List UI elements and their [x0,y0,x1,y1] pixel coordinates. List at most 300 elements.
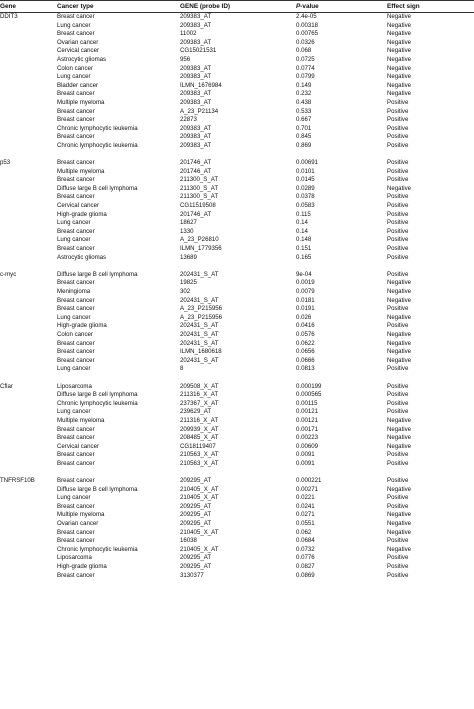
probe-id-cell: ILMN_1779356 [180,245,222,253]
effect-sign-cell: Negative [387,425,412,433]
effect-sign-cell: Negative [387,485,412,493]
probe-id-cell: 208485_X_AT [180,434,219,442]
effect-sign-cell: Positive [387,133,409,141]
header-effect-sign: Effect sign [387,1,474,13]
gene-cell-empty [0,125,57,134]
gene-cell: DDIT3 [0,13,18,20]
table-row [0,503,474,512]
table-row [0,348,474,357]
gene-cell-empty [0,460,57,469]
table-row [0,22,474,31]
probe-id-cell: 11002 [180,30,197,38]
cancer-type-cell: Breast cancer [57,193,95,201]
probe-id-cell: 18627 [180,219,197,227]
p-value-cell: 0.00609 [296,442,319,450]
cancer-type-cell: Breast cancer [57,13,95,20]
probe-id-cell: CG15021531 [180,47,217,55]
effect-sign-cell: Positive [387,563,409,570]
probe-id-cell: 202431_S_AT [180,270,219,278]
probe-id-cell: CG18119407 [180,442,216,450]
group-spacer-row [0,374,474,383]
cancer-type-cell: Breast cancer [57,107,95,115]
table-row [0,13,474,22]
spacer-cell [57,151,180,160]
cancer-type-cell: Cervical cancer [57,47,99,55]
effect-sign-cell: Negative [387,296,412,304]
effect-sign-cell: Negative [387,339,412,347]
gene-cell-empty [0,494,57,503]
gene-cell: c-myc [0,270,17,278]
cancer-type-cell: Breast cancer [57,451,95,459]
header-gene: Gene [0,1,57,13]
probe-id-cell: 209383_AT [180,90,212,98]
effect-sign-cell: Positive [387,236,409,244]
spacer-cell [0,262,57,271]
effect-sign-cell: Negative [387,348,412,356]
table-row [0,39,474,48]
probe-id-cell: 209383_AT [180,98,212,106]
gene-cell-empty [0,417,57,426]
cancer-type-cell: Breast cancer [57,434,95,442]
cancer-type-cell: Diffuse large B cell lymphoma [57,391,138,399]
p-value-cell: 0.0869 [296,571,315,579]
cancer-type-cell: Lung cancer [57,219,91,227]
p-value-cell: 0.0576 [296,330,315,338]
spacer-cell [0,151,57,160]
cancer-type-cell: Breast cancer [57,571,95,579]
table-row [0,176,474,185]
table-row [0,383,474,392]
p-value-cell: 0.000565 [296,391,322,399]
p-value-cell: 0.0181 [296,296,315,304]
probe-id-cell: 16038 [180,537,197,545]
gene-cell-empty [0,82,57,91]
table-row [0,254,474,263]
table-row [0,108,474,117]
group-spacer-row [0,151,474,160]
effect-sign-cell: Negative [387,511,412,519]
cancer-type-cell: Breast cancer [57,305,95,313]
gene-cell-empty [0,314,57,323]
spacer-cell [387,468,474,477]
effect-sign-cell: Positive [387,124,409,132]
gene-cell-empty [0,279,57,288]
cancer-type-cell: Liposarcoma [57,554,92,562]
effect-sign-cell: Negative [387,313,412,321]
effect-sign-cell: Negative [387,442,412,450]
p-value-cell: 0.0813 [296,365,315,373]
effect-sign-cell: Negative [387,356,412,364]
probe-id-cell: 202431_S_AT [180,330,219,338]
effect-sign-cell: Positive [387,494,409,502]
cancer-type-cell: Bladder cancer [57,81,98,89]
p-value-cell: 0.00318 [296,21,319,29]
probe-id-cell: 22873 [180,116,197,124]
p-value-cell: 0.0091 [296,459,315,467]
effect-sign-cell: Negative [387,545,412,553]
header-cancer-type: Cancer type [57,1,180,13]
probe-id-cell: 209295_AT [180,520,212,528]
probe-id-cell: A_23_P215956 [180,313,223,321]
header-probe-id: GENE (probe ID) [180,1,296,13]
effect-sign-cell: Negative [387,520,412,528]
cancer-type-cell: Lung cancer [57,236,91,244]
effect-sign-cell: Positive [387,477,409,485]
cancer-type-cell: Multiple myeloma [57,98,105,106]
cancer-type-cell: Breast cancer [57,537,95,545]
gene-cell-empty [0,305,57,314]
probe-id-cell: 956 [180,55,191,63]
effect-sign-cell: Positive [387,227,409,235]
table-row [0,494,474,503]
effect-sign-cell: Positive [387,116,409,124]
gene-cell: TNFRSF10B [0,477,35,485]
effect-sign-cell: Positive [387,159,409,167]
cancer-type-cell: Breast cancer [57,90,95,98]
cancer-type-cell: Cervical cancer [57,442,99,450]
cancer-type-cell: Breast cancer [57,176,95,184]
gene-cell-empty [0,391,57,400]
probe-id-cell: 210405_X_AT [180,545,219,553]
effect-sign-cell: Positive [387,107,409,115]
p-value-cell: 0.0551 [296,520,315,528]
gene-cell-empty [0,108,57,117]
gene-cell-empty [0,254,57,263]
table-row [0,99,474,108]
table-row [0,142,474,151]
spacer-cell [180,151,296,160]
gene-cell-empty [0,176,57,185]
p-value-cell: 0.151 [296,245,312,253]
p-value-cell: 0.062 [296,528,312,536]
effect-sign-cell: Positive [387,176,409,184]
p-value-cell: 0.0799 [296,73,315,81]
table-row [0,572,474,581]
gene-cell-empty [0,348,57,357]
table-row [0,168,474,177]
gene-cell-empty [0,322,57,331]
spacer-cell [296,262,387,271]
table-row [0,211,474,220]
cancer-type-cell: Breast cancer [57,425,95,433]
gene-cell-empty [0,116,57,125]
effect-sign-cell: Negative [387,330,412,338]
table-row [0,477,474,486]
table-row [0,305,474,314]
table-row [0,47,474,56]
cancer-type-cell: High-grade glioma [57,210,107,218]
effect-sign-cell: Negative [387,47,412,55]
table-row [0,563,474,572]
effect-sign-cell: Positive [387,451,409,459]
table-row [0,314,474,323]
gene-cell-empty [0,357,57,366]
effect-sign-cell: Positive [387,537,409,545]
p-value-cell: 0.00765 [296,30,319,38]
spacer-cell [57,374,180,383]
gene-cell: Cflar [0,382,13,390]
cancer-type-cell: Lung cancer [57,494,91,502]
table-row [0,228,474,237]
table-row [0,417,474,426]
cancer-type-cell: Breast cancer [57,502,95,510]
p-value-cell: 0.000199 [296,382,322,390]
p-value-cell: 0.0622 [296,339,315,347]
gene-cell-empty [0,245,57,254]
gene-cell-empty [0,443,57,452]
cancer-type-cell: Astrocytic gliomas [57,253,107,261]
probe-id-cell: 210405_X_AT [180,494,219,502]
p-value-cell: 0.0732 [296,545,315,553]
table-row [0,56,474,65]
header-row [0,1,474,13]
p-value-cell: 9e-04 [296,270,312,278]
p-value-cell: 0.165 [296,253,312,261]
cancer-type-cell: Breast cancer [57,245,95,253]
effect-sign-cell: Positive [387,141,409,149]
cancer-type-cell: Chronic lymphocytic leukemia [57,124,138,132]
probe-id-cell: 211316_X_AT [180,391,219,399]
effect-sign-cell: Negative [387,64,412,72]
gene-cell-empty [0,546,57,555]
p-value-cell: 0.0666 [296,356,315,364]
table-row [0,340,474,349]
table-row [0,271,474,280]
effect-sign-cell: Negative [387,73,412,81]
cancer-type-cell: Lung cancer [57,313,91,321]
cancer-type-cell: Lung cancer [57,365,91,373]
gene-cell-empty [0,511,57,520]
table-row [0,90,474,99]
spacer-cell [57,262,180,271]
p-value-cell: 0.0416 [296,322,315,330]
probe-id-cell: 209383_AT [180,64,212,72]
effect-sign-cell: Negative [387,528,412,536]
table-row [0,245,474,254]
effect-sign-cell: Negative [387,81,412,89]
cancer-type-cell: Breast cancer [57,116,95,124]
cancer-type-cell: Breast cancer [57,296,95,304]
cancer-type-cell: Breast cancer [57,30,95,38]
cancer-type-cell: Diffuse large B cell lymphoma [57,485,138,493]
gene-cell-empty [0,65,57,74]
p-value-cell: 0.0656 [296,348,315,356]
effect-sign-cell: Negative [387,30,412,38]
gene-cell-empty [0,426,57,435]
gene-cell-empty [0,73,57,82]
p-value-cell: 0.00121 [296,416,319,424]
gene-cell-empty [0,202,57,211]
gene-cell-empty [0,400,57,409]
cancer-type-cell: Diffuse large B cell lymphoma [57,184,138,192]
cancer-type-cell: Breast cancer [57,528,95,536]
cancer-type-cell: Colon cancer [57,330,93,338]
p-value-cell: 2.4e-05 [296,13,317,20]
table-row [0,537,474,546]
probe-id-cell: 237367_X_AT [180,399,219,407]
effect-sign-cell: Negative [387,13,412,20]
probe-id-cell: 209383_AT [180,73,212,81]
p-value-cell: 0.00171 [296,425,319,433]
probe-id-cell: 209383_AT [180,38,212,46]
p-value-cell: 0.0583 [296,202,315,210]
header-p-value-suffix: -value [300,3,319,10]
cancer-type-cell: Breast cancer [57,159,95,167]
table-row [0,391,474,400]
table-row [0,73,474,82]
cancer-type-cell: Chronic lymphocytic leukemia [57,141,138,149]
probe-id-cell: ILMN_1680618 [180,348,222,356]
effect-sign-cell: Positive [387,322,409,330]
gene-cell-empty [0,331,57,340]
p-value-cell: 0.115 [296,210,311,218]
p-value-cell: 0.148 [296,236,312,244]
effect-sign-cell: Positive [387,459,409,467]
gene-cell-empty [0,219,57,228]
effect-sign-cell: Negative [387,416,412,424]
effect-sign-cell: Positive [387,270,409,278]
table-row [0,236,474,245]
cancer-type-cell: Breast cancer [57,133,95,141]
table-row [0,554,474,563]
probe-id-cell: 209508_X_AT [180,382,219,390]
spacer-cell [180,374,296,383]
p-value-cell: 0.0221 [296,494,315,502]
p-value-cell: 0.232 [296,90,312,98]
effect-sign-cell: Negative [387,184,412,192]
table-row [0,486,474,495]
gene-cell-empty [0,297,57,306]
spacer-cell [387,151,474,160]
gene-cell-empty [0,185,57,194]
probe-id-cell: A_23_P215956 [180,305,223,313]
p-value-cell: 0.149 [296,81,312,89]
gene-cell-empty [0,142,57,151]
p-value-cell: 0.00223 [296,434,319,442]
effect-sign-cell: Positive [387,571,409,579]
table-row [0,408,474,417]
table-row [0,133,474,142]
p-value-cell: 0.0191 [296,305,315,313]
p-value-cell: 0.068 [296,47,312,55]
cancer-type-cell: Breast cancer [57,348,95,356]
p-value-cell: 0.0271 [296,511,315,519]
probe-id-cell: CG11519508 [180,202,216,210]
probe-id-cell: 209295_AT [180,554,212,562]
table-row [0,443,474,452]
gene-cell-empty [0,572,57,581]
probe-id-cell: 209295_AT [180,511,212,519]
probe-id-cell: 13689 [180,253,197,261]
probe-id-cell: 210405_X_AT [180,485,219,493]
cancer-type-cell: Breast cancer [57,227,95,235]
gene-cell-empty [0,451,57,460]
p-value-cell: 0.0019 [296,279,315,287]
effect-sign-cell: Negative [387,38,412,46]
gene-cell-empty [0,30,57,39]
probe-id-cell: 210563_X_AT [180,459,219,467]
effect-sign-cell: Negative [387,21,412,29]
header-p-value-italic: P [296,3,301,10]
p-value-cell: 0.0774 [296,64,315,72]
p-value-cell: 0.0776 [296,554,315,562]
spacer-cell [296,374,387,383]
effect-sign-cell: Positive [387,193,409,201]
table-row [0,400,474,409]
gene-cell-empty [0,529,57,538]
gene-cell-empty [0,288,57,297]
effect-sign-cell: Positive [387,210,409,218]
p-value-cell: 0.438 [296,98,312,106]
group-spacer-row [0,468,474,477]
probe-id-cell: 1330 [180,227,194,235]
probe-id-cell: 211300_S_AT [180,193,219,201]
table-row [0,193,474,202]
p-value-cell: 0.0091 [296,451,315,459]
p-value-cell: 0.00271 [296,485,319,493]
p-value-cell: 0.0289 [296,184,315,192]
cancer-type-cell: Breast cancer [57,339,95,347]
probe-id-cell: 209383_AT [180,13,212,20]
p-value-cell: 0.00121 [296,408,319,416]
probe-id-cell: 211300_S_AT [180,176,219,184]
spacer-cell [0,468,57,477]
effect-sign-cell: Positive [387,391,409,399]
p-value-cell: 0.0378 [296,193,315,201]
table-row [0,116,474,125]
effect-sign-cell: Positive [387,219,409,227]
cancer-type-cell: Ovarian cancer [57,38,99,46]
effect-sign-cell: Positive [387,502,409,510]
table-row [0,297,474,306]
cancer-type-cell: Lung cancer [57,408,91,416]
spacer-cell [180,262,296,271]
table-row [0,520,474,529]
p-value-cell: 0.000221 [296,477,322,485]
probe-id-cell: 211316_X_AT [180,416,219,424]
cancer-type-cell: Breast cancer [57,356,95,364]
gene-cell-empty [0,537,57,546]
probe-id-cell: 19825 [180,279,197,287]
cancer-type-cell: Lung cancer [57,73,91,81]
cancer-type-cell: Liposarcoma [57,382,92,390]
table-row [0,65,474,74]
effect-sign-cell: Positive [387,399,409,407]
probe-id-cell: A_23_P26810 [180,236,219,244]
gene-cell-empty [0,56,57,65]
table-row [0,460,474,469]
probe-id-cell: 8 [180,365,184,373]
cancer-type-cell: Chronic lymphocytic leukemia [57,399,138,407]
p-value-cell: 0.0326 [296,38,315,46]
p-value-cell: 0.869 [296,141,312,149]
effect-sign-cell: Positive [387,408,409,416]
effect-sign-cell: Positive [387,554,409,562]
table-body [0,13,474,581]
p-value-cell: 0.667 [296,116,312,124]
probe-id-cell: 209295_AT [180,563,212,570]
p-value-cell: 0.00115 [296,399,318,407]
probe-id-cell: 209383_AT [180,133,212,141]
p-value-cell: 0.0079 [296,288,315,295]
gene-cell-empty [0,133,57,142]
probe-id-cell: 209939_X_AT [180,425,219,433]
table-row [0,331,474,340]
cancer-type-cell: Multiple myeloma [57,416,105,424]
spacer-cell [296,151,387,160]
table-row [0,365,474,374]
p-value-cell: 0.0241 [296,502,315,510]
